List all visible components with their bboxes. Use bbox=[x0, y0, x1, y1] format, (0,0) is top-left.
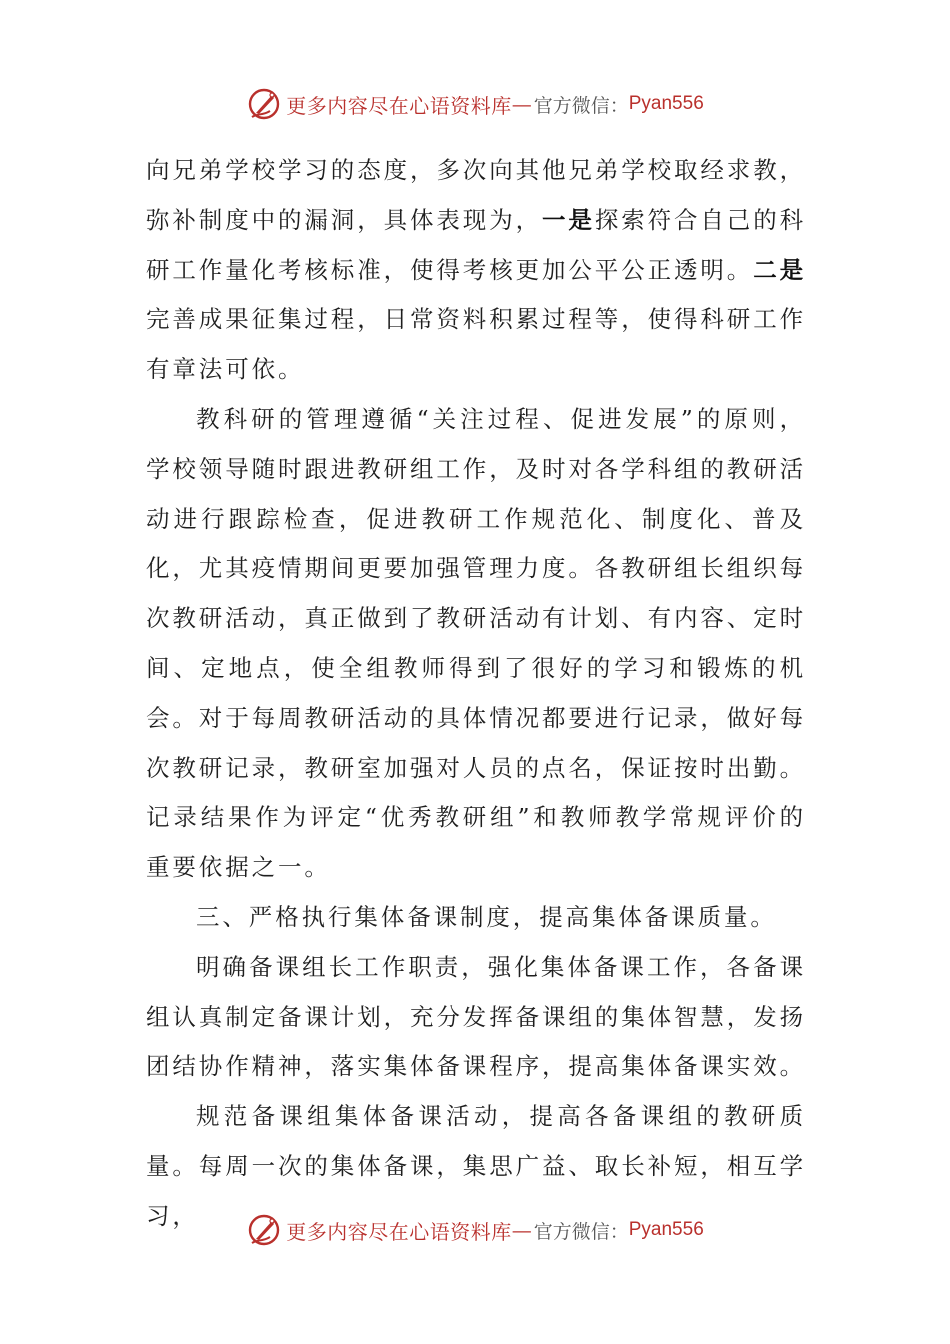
footer-separator: — bbox=[511, 1218, 532, 1242]
quill-pen-logo-icon bbox=[246, 86, 282, 122]
header-banner bbox=[0, 84, 950, 124]
quill-pen-logo-icon bbox=[246, 1212, 282, 1248]
footer-banner bbox=[0, 1210, 950, 1250]
p1-bold-2: 二是 bbox=[753, 255, 807, 284]
p1-text-3: 完善成果征集过程，日常资料积累过程等，使得科研工作有章法可依。 bbox=[146, 305, 806, 384]
header-wechat-id: Pyan556 bbox=[628, 93, 704, 114]
paragraph-2: 教科研的管理遵循“关注过程、促进发展”的原则，学校领导随时跟进教研组工作，及时对各学科组的教研活动进行跟踪检查，促进教研工作规范化、制度化、普及化，尤其疫情期间更要加强管理力度。各教研组长组织每次教研活动，真正做到了教研活动有计划、有内容、定时间、定地点，使全组教师得到了很好的学习和锻炼的机会。对于每周教研活动的具体情况都要进行记录，做好每次教研记录，教研室加强对人员的点名，保证按时出勤。记录结果作为评定“优秀教研组”和教师教学常规评价的重要依据之一。 bbox=[146, 404, 806, 882]
paragraph-5: 规范备课组集体备课活动，提高各备课组的教研质量。每周一次的集体备课，集思广益、取长补短，相互学习， bbox=[146, 1102, 806, 1230]
section-heading-3: 三、严格执行集体备课制度，提高集体备课质量。 bbox=[196, 902, 777, 931]
p1-text-2: 探索符合自己的科研工作量化考核标准，使得考核更加公平公正透明。 bbox=[146, 205, 807, 284]
paragraph-1 bbox=[146, 146, 806, 395]
header-wechat-label: 官方微信： bbox=[533, 94, 629, 117]
header-site-text: 更多内容尽在心语资料库 bbox=[286, 93, 512, 118]
document-body bbox=[146, 146, 806, 1242]
footer-wechat-id: Pyan556 bbox=[628, 1219, 704, 1240]
paragraph-4: 明确备课组长工作职责，强化集体备课工作，各备课组认真制定备课计划，充分发挥备课组的集体智慧，发扬团结协作精神，落实集体备课程序，提高集体备课实效。 bbox=[146, 952, 806, 1081]
footer-site-text: 更多内容尽在心语资料库 bbox=[286, 1219, 512, 1244]
footer-wechat-label: 官方微信： bbox=[533, 1220, 629, 1243]
p1-text-1: 向兄弟学校学习的态度，多次向其他兄弟学校取经求教，弥补制度中的漏洞，具体表现为， bbox=[146, 156, 806, 234]
p1-bold-1: 一是 bbox=[542, 205, 595, 234]
header-separator: — bbox=[511, 92, 532, 116]
